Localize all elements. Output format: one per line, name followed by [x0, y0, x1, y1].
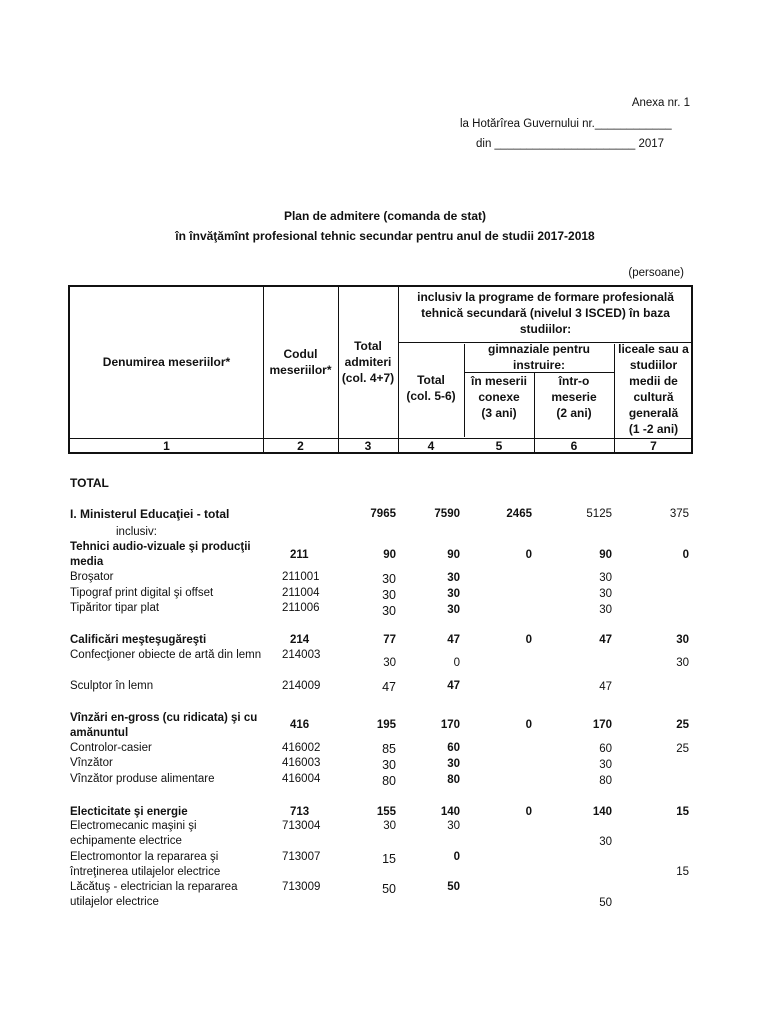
table-row-col6: 30	[599, 759, 612, 771]
table-row-code: 214003	[282, 649, 321, 661]
table-row-name: Electromecanic maşini şi	[70, 820, 197, 832]
group-col7: 25	[676, 719, 689, 731]
group-col6: 140	[592, 806, 612, 818]
table-row-name-cont: întreţinerea utilajelor electrice	[70, 866, 221, 878]
col3-header-a: Total	[354, 339, 382, 353]
table-row-total: 30	[382, 572, 396, 586]
col-number-3: 3	[364, 439, 372, 453]
table-row-col4: 0	[453, 851, 460, 863]
table-row-col4: 30	[447, 758, 460, 770]
table-row-code: 214009	[282, 680, 321, 692]
table-row-code: 211004	[282, 587, 320, 599]
annex-number: Anexa nr. 1	[631, 97, 690, 109]
table-row-name: Electromontor la repararea şi	[70, 851, 219, 863]
col7-header-f: (1 -2 ani)	[628, 422, 679, 436]
group-header-line1: inclusiv la programe de formare profesională	[417, 290, 674, 304]
table-row-col4: 0	[453, 657, 460, 669]
table-row-col4: 80	[447, 774, 460, 786]
table-row-col6: 50	[599, 897, 612, 909]
table-row-col4: 50	[447, 881, 460, 893]
group-col7: 30	[676, 634, 689, 646]
group-code: 214	[290, 634, 310, 646]
group-name-cont: amănuntul	[70, 727, 129, 739]
total-label: TOTAL	[70, 476, 109, 490]
ministry-total: 7965	[370, 508, 396, 520]
col7-header-d: cultură	[633, 390, 674, 404]
col5-header-b: conexe	[478, 390, 520, 404]
table-row-col4: 47	[447, 680, 460, 692]
group-col6: 90	[599, 549, 612, 561]
table-row-total: 15	[382, 852, 396, 866]
col2-header-a: Codul	[283, 347, 318, 361]
col4-header-a: Total	[417, 373, 445, 387]
group-name-cont: media	[70, 556, 104, 568]
table-row-code: 416003	[282, 757, 321, 769]
group-col5: 0	[525, 549, 532, 561]
group-code: 416	[290, 719, 310, 731]
group-header-line3: studiilor:	[519, 322, 572, 336]
group-col5: 0	[525, 806, 532, 818]
ministry-col5: 2465	[506, 508, 532, 520]
group-total: 77	[383, 634, 396, 646]
table-row-total: 80	[382, 774, 396, 788]
col-number-5: 5	[495, 439, 503, 453]
col-number-7: 7	[650, 439, 657, 453]
col7-header-e: generală	[628, 406, 679, 420]
table-row-name-cont: echipamente electrice	[70, 835, 182, 847]
table-row-col6: 80	[599, 775, 612, 787]
col2-header-b: meseriilor*	[269, 363, 332, 377]
col4-header-b: (col. 5-6)	[406, 389, 456, 403]
table-row-name: Broşator	[70, 571, 114, 583]
col7-header-b: studiilor	[629, 358, 678, 372]
group-code: 713	[290, 806, 310, 818]
table-row-col4: 60	[447, 742, 460, 754]
table-row-col6: 47	[599, 681, 612, 693]
table-row-name: Vînzător	[70, 757, 113, 769]
document-title: Plan de admitere (comanda de stat)	[283, 209, 487, 223]
group-col5: 0	[525, 634, 532, 646]
col-number-2: 2	[297, 439, 304, 453]
table-row-name: Sculptor în lemn	[70, 680, 154, 692]
government-decision: la Hotărîrea Guvernului nr.____________	[460, 118, 672, 130]
table-row-code: 713007	[282, 851, 321, 863]
table-row-total: 85	[382, 742, 396, 756]
table-row-code: 211001	[282, 571, 320, 583]
document-subtitle: în învăţămînt profesional tehnic secundar pentru anul de studii 2017-2018	[175, 229, 595, 243]
col1-header: Denumirea meseriilor*	[102, 355, 231, 369]
table-row-col4: 30	[447, 572, 460, 584]
table-row-code: 211006	[282, 602, 320, 614]
group-header-line2: tehnică secundară (nivelul 3 ISCED) în baza	[421, 306, 670, 320]
col-number-4: 4	[427, 439, 435, 453]
table-row-col7: 30	[676, 657, 689, 669]
table-row-name: Confecţioner obiecte de artă din lemn	[70, 649, 262, 661]
group-col5: 0	[525, 719, 532, 731]
table-row-name: Tipograf print digital şi offset	[70, 587, 214, 599]
table-row-col4: 30	[447, 820, 460, 832]
col6-header-a: într-o	[558, 374, 590, 388]
inclusiv-label: inclusiv:	[116, 526, 157, 538]
group-name: Vînzări en-gross (cu ridicata) şi cu	[70, 712, 258, 724]
subgroup-header-line1: gimnaziale pentru	[487, 342, 591, 356]
table-row-code: 713004	[282, 820, 321, 832]
table-row-col6: 60	[599, 743, 612, 755]
group-col4: 47	[447, 634, 460, 646]
group-col4: 140	[440, 806, 460, 818]
col7-header-a: liceale sau a	[618, 342, 689, 356]
col5-header-c: (3 ani)	[481, 406, 517, 420]
ministry-col6: 5125	[586, 508, 612, 520]
table-row-col4: 30	[447, 588, 460, 600]
group-total: 195	[376, 719, 396, 731]
unit-label: (persoane)	[628, 267, 684, 279]
table-row-total: 30	[383, 657, 396, 669]
col-number-6: 6	[570, 439, 578, 453]
table-row-col6: 30	[599, 588, 612, 600]
col5-header-a: în meserii	[470, 374, 528, 388]
group-name: Tehnici audio-vizuale şi producţii	[70, 541, 251, 553]
col6-header-b: meserie	[551, 390, 597, 404]
col3-header-b: admiteri	[344, 355, 392, 369]
table-row-name: Tipăritor tipar plat	[70, 602, 160, 614]
table-row-col7: 25	[676, 743, 689, 755]
table-row-total: 30	[382, 758, 396, 772]
table-row-code: 416004	[282, 773, 321, 785]
group-col4: 170	[440, 719, 460, 731]
subgroup-header-line2: instruire:	[512, 358, 565, 372]
group-name: Calificări meşteşugăreşti	[70, 634, 207, 646]
col3-header-c: (col. 4+7)	[341, 371, 395, 385]
table-row-name-cont: utilajelor electrice	[70, 896, 159, 908]
group-total: 90	[383, 549, 396, 561]
table-row-total: 30	[383, 820, 396, 832]
col7-header-c: medii de	[629, 374, 678, 388]
group-col7: 15	[676, 806, 689, 818]
ministry-col7: 375	[669, 508, 689, 520]
table-row-col6: 30	[599, 836, 612, 848]
table-row-col6: 30	[599, 572, 612, 584]
ministry-label: I. Ministerul Educaţiei - total	[70, 507, 230, 521]
table-row-name: Controlor-casier	[70, 742, 152, 754]
table-row-name: Vînzător produse alimentare	[70, 773, 215, 785]
group-total: 155	[376, 806, 396, 818]
group-col4: 90	[447, 549, 460, 561]
table-row-total: 30	[382, 604, 396, 618]
decision-date: din ______________________ 2017	[476, 138, 665, 150]
col6-header-c: (2 ani)	[556, 406, 592, 420]
table-row-col4: 30	[447, 604, 460, 616]
group-col7: 0	[682, 549, 689, 561]
group-code: 211	[290, 549, 309, 561]
table-row-total: 50	[382, 882, 396, 896]
table-header	[68, 285, 693, 454]
table-row-col6: 30	[599, 604, 612, 616]
col-number-1: 1	[163, 439, 170, 453]
ministry-col4: 7590	[434, 508, 460, 520]
table-row-total: 47	[382, 680, 396, 694]
table-row-code: 713009	[282, 881, 321, 893]
group-col6: 170	[592, 719, 612, 731]
table-row-total: 30	[382, 588, 396, 602]
table-row-code: 416002	[282, 742, 321, 754]
group-name: Electicitate şi energie	[70, 806, 188, 818]
table-row-col7: 15	[676, 866, 689, 878]
table-row-name: Lăcătuş - electrician la repararea	[70, 881, 238, 893]
group-col6: 47	[599, 634, 612, 646]
